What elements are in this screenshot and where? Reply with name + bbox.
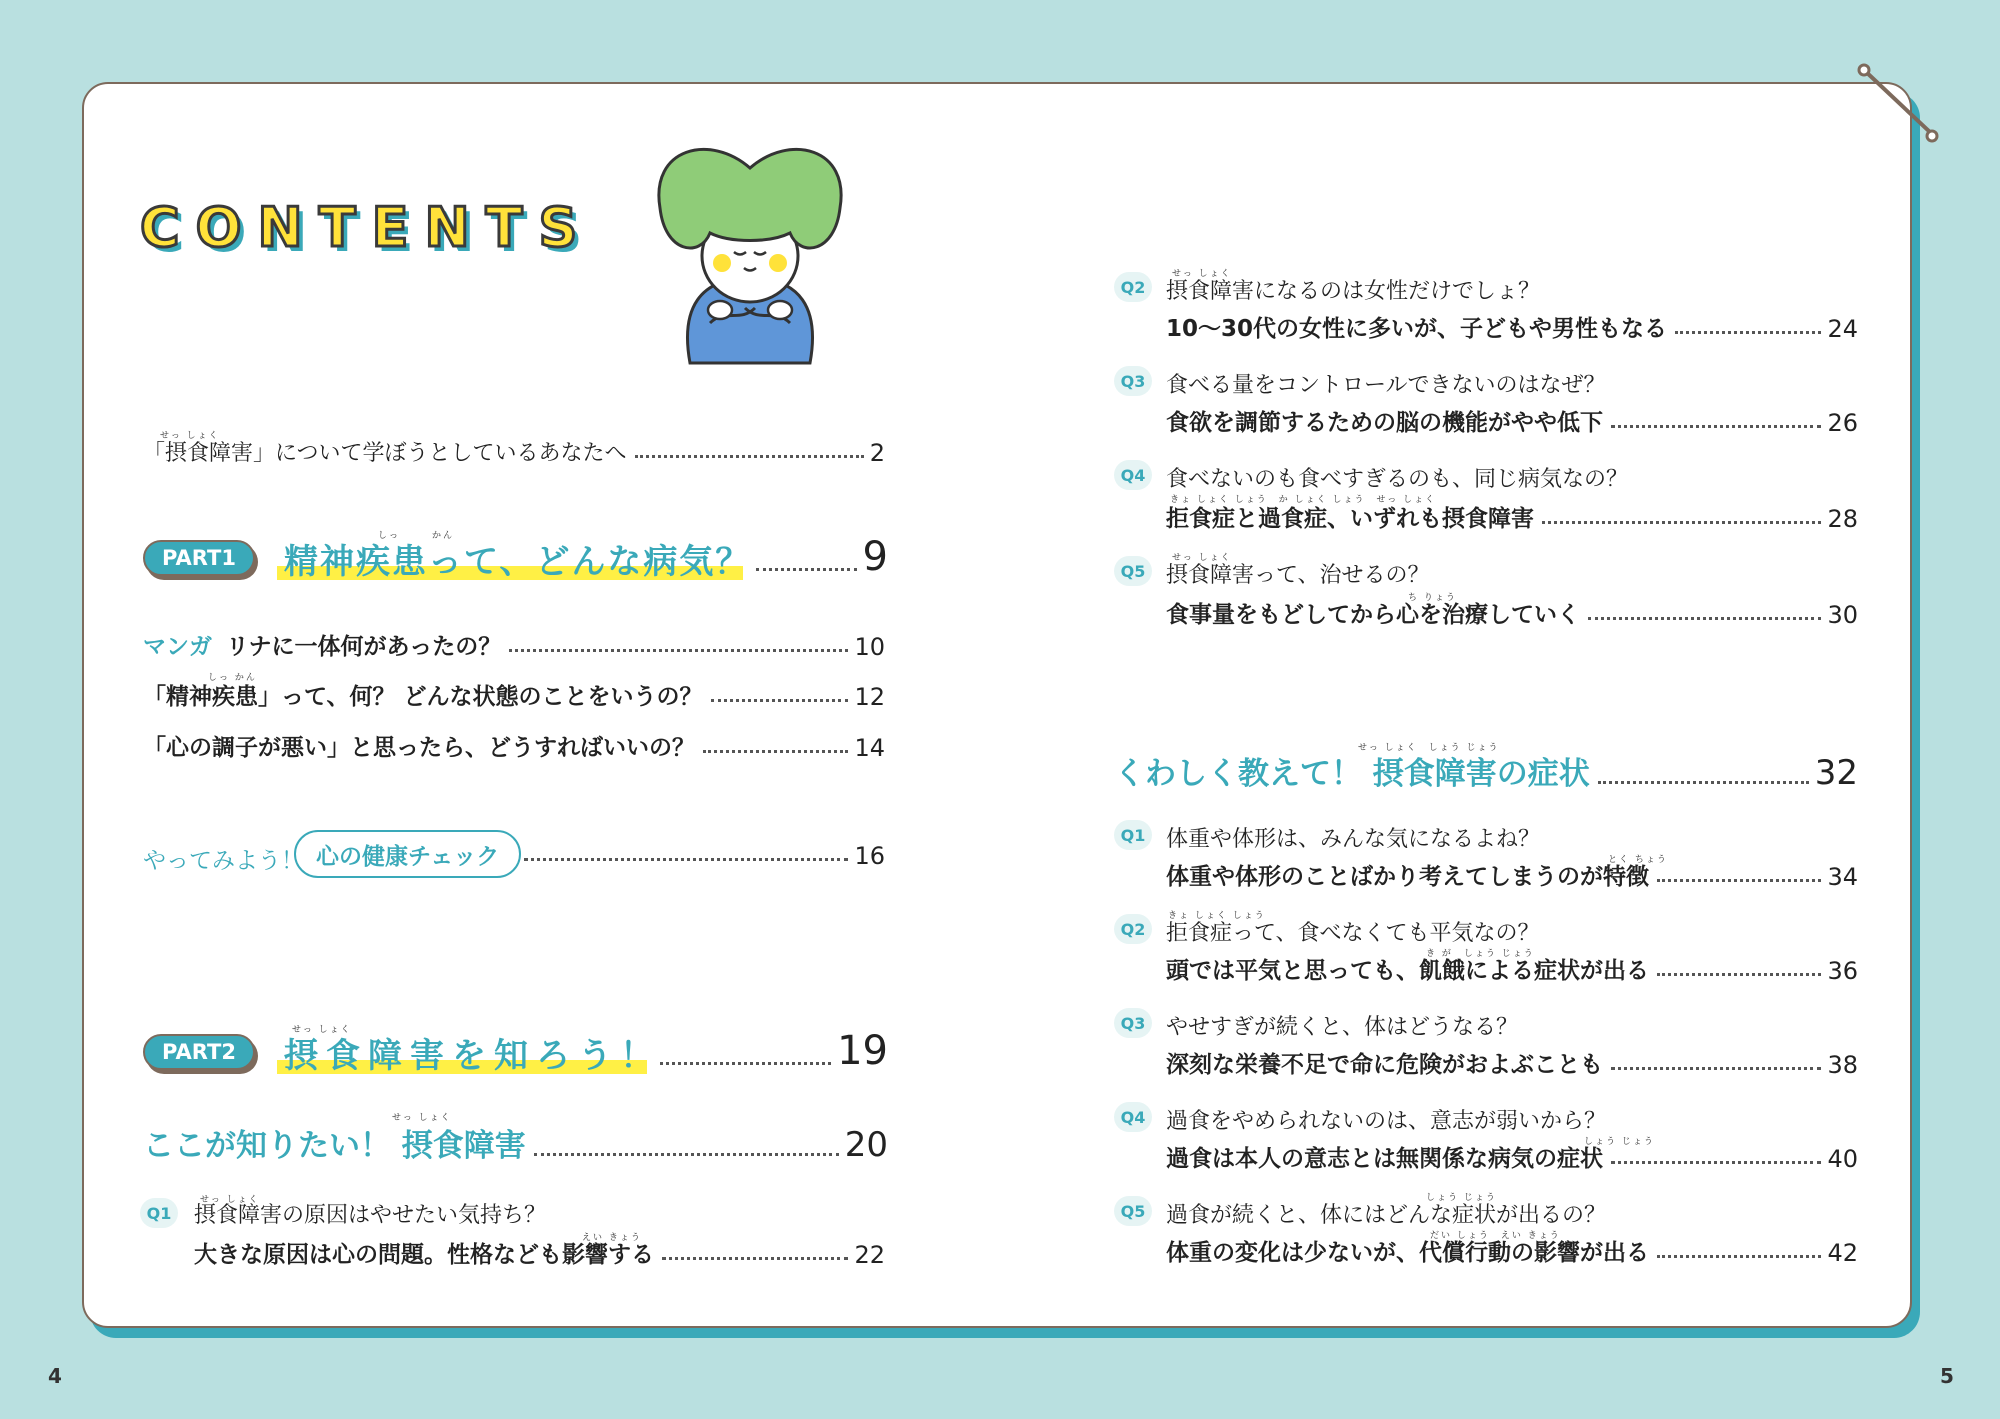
answer-text: 体重の変化は少ないが、代償行動の影響が出る [1166,1240,1649,1266]
q-badge: Q2 [1114,272,1152,302]
leader-dots [1588,617,1821,620]
section-ruby: せっ しょく [392,1113,452,1123]
question-text: 摂食障害の原因はやせたい気持ち？ [194,1203,547,1228]
answer-text: 頭では平気と思っても、飢餓による症状が出る [1166,958,1649,984]
question-text: 食べないのも食べすぎるのも、同じ病気なの？ [1166,467,1629,492]
manga-label: マンガ [143,634,212,660]
section-page: 20 [844,1125,888,1165]
right-page-number: 5 [1940,1364,1954,1388]
part1-page-row[interactable] [748,534,888,580]
toc-entry-intro[interactable] [143,436,885,467]
part2-page: 19 [837,1028,888,1074]
answer-text: 拒食症と過食症、いずれも摂食障害 [1166,506,1534,532]
leader-dots [703,750,848,753]
answer-ruby: えい きょう [582,1233,642,1243]
question-text: 摂食障害になるのは女性だけでしょ？ [1166,279,1541,304]
health-check-page-row[interactable] [516,842,885,870]
ring-clip-icon [1840,56,1950,152]
answer-ruby: ち りょう [1408,593,1457,603]
check-prefix: やってみよう！ [143,848,304,874]
toc-entry-s2-q2[interactable] [1166,952,1858,985]
leader-dots [660,1062,831,1065]
page-number: 10 [854,633,885,661]
toc-entry-q3-top[interactable] [1166,404,1858,437]
question-text: 過食が続くと、体にはどんな症状が出るの？ [1166,1203,1607,1228]
page-number: 14 [854,734,885,762]
leader-dots [1598,781,1809,784]
toc-entry-text: 「心の調子が悪い」と思ったら、どうすればいいの？ [143,735,695,761]
question-text: 拒食症って、食べなくても平気なの？ [1166,921,1540,946]
section2-page: 32 [1814,753,1858,793]
answer-text: 深刻な栄養不足で命に危険がおよぶことも [1166,1052,1603,1078]
page-number: 26 [1827,409,1858,437]
leader-dots [1675,331,1821,334]
section-symptoms[interactable] [1114,748,1858,793]
answer-text: 食欲を調節するための脳の機能がやや低下 [1166,410,1603,436]
question-text: 体重や体形は、みんな気になるよね？ [1166,827,1541,852]
page-number: 42 [1827,1239,1858,1267]
leader-dots [1542,521,1821,524]
leader-dots [1611,425,1821,428]
toc-entry-s2-q3[interactable] [1166,1046,1858,1079]
answer-text: 大きな原因は心の問題。性格なども影響する [194,1242,654,1268]
toc-entry-manga[interactable] [143,628,885,661]
answer-ruby: き が しょう じょう [1426,949,1535,959]
section-want-to-know[interactable] [143,1120,888,1165]
leader-dots [756,568,857,571]
question-ruby: せっ しょく [200,1195,260,1205]
q-badge: Q5 [1114,556,1152,586]
contents-title: CONTENTS [140,196,594,259]
q-badge: Q2 [1114,914,1152,944]
q-badge: Q3 [1114,1008,1152,1038]
part1-title-ruby-1: しっ [378,531,401,541]
page-number: 30 [1827,601,1858,629]
page-number: 38 [1827,1051,1858,1079]
toc-entry-q5-top[interactable] [1166,596,1858,629]
answer-text: 食事量をもどしてから心を治療していく [1166,602,1580,628]
answer-text: 体重や体形のことばかり考えてしまうのが特徴 [1166,864,1649,890]
toc-entry-q4-top[interactable] [1166,500,1858,533]
page-number: 16 [854,842,885,870]
toc-entry-s2-q5[interactable] [1166,1234,1858,1267]
toc-entry-mental-illness[interactable] [143,678,885,711]
toc-entry-text: リナに一体何があったの？ [226,634,502,660]
answer-text: 10〜30代の女性に多いが、子どもや男性もなる [1166,316,1668,342]
question-ruby: しょう じょう [1426,1193,1497,1203]
question-ruby: せっ しょく [1172,553,1232,563]
question-text: 食べる量をコントロールできないのはなぜ？ [1166,373,1606,398]
character-illustration [650,138,850,378]
part1-title-ruby-2: かん [432,531,455,541]
leader-dots [635,455,864,458]
page-number: 28 [1827,505,1858,533]
q-badge: Q1 [140,1198,178,1228]
leader-dots [1657,1255,1821,1258]
toc-entry-q2-top[interactable] [1166,310,1858,343]
leader-dots [1657,879,1821,882]
section2-ruby: せっ しょく しょう じょう [1358,743,1500,753]
toc-entry-text: 「摂食障害」について学ぼうとしているあなたへ [143,441,627,466]
part2-title-ruby: せっ しょく [292,1025,352,1035]
toc-entry-feeling-bad[interactable] [143,729,885,762]
left-page-number: 4 [48,1364,62,1388]
part1-page: 9 [862,534,888,580]
answer-ruby: とく ちょう [1608,855,1668,865]
page-number: 34 [1827,863,1858,891]
q-badge: Q4 [1114,460,1152,490]
page-number: 22 [854,1241,885,1269]
answer-text: 過食は本人の意志とは無関係な病気の症状 [1166,1146,1603,1172]
q-badge: Q3 [1114,366,1152,396]
question-text: やせすぎが続くと、体はどうなる？ [1166,1015,1519,1040]
page-number: 36 [1827,957,1858,985]
question-ruby: せっ しょく [1172,269,1232,279]
leader-dots [1657,973,1821,976]
q-badge: Q1 [1114,820,1152,850]
part2-title: 摂食障害を知ろう！ [284,1036,662,1076]
health-check-pill[interactable]: 心の健康チェック [294,830,521,878]
intro-ruby: せっ しょく [160,431,220,441]
page-number: 24 [1827,315,1858,343]
part1-title: 精神疾患って、どんな病気？ [284,542,752,582]
leader-dots [711,699,849,702]
question-text: 摂食障害って、治せるの？ [1166,563,1430,588]
part2-badge: PART2 [143,1034,255,1070]
answer-ruby: しょう じょう [1584,1137,1655,1147]
section2-title: くわしく教えて！ 摂食障害の症状 [1114,756,1590,792]
leader-dots [524,858,848,861]
answer-ruby: だい しょう えい きょう [1430,1231,1561,1241]
answer-ruby: きょ しょく しょう か しょく しょう せっ しょく [1170,495,1437,505]
question-ruby: きょ しょく しょう [1168,911,1266,921]
q-badge: Q4 [1114,1102,1152,1132]
part1-badge: PART1 [143,540,255,576]
leader-dots [662,1257,848,1260]
q-badge: Q5 [1114,1196,1152,1226]
toc-entry-s2-q1[interactable] [1166,858,1858,891]
page-number: 2 [869,439,885,467]
question-text: 過食をやめられないのは、意志が弱いから？ [1166,1109,1607,1134]
page-number: 40 [1827,1145,1858,1173]
leader-dots [1611,1067,1821,1070]
leader-dots [1611,1161,1821,1164]
page-number: 12 [854,683,885,711]
leader-dots [534,1153,839,1156]
item-ruby: しっ かん [208,673,257,683]
toc-entry-s2-q4[interactable] [1166,1140,1858,1173]
section-title: ここが知りたい！ 摂食障害 [143,1128,526,1164]
toc-entry-text: 「精神疾患」って、何？ どんな状態のことをいうの？ [143,684,703,710]
toc-entry-q1[interactable] [194,1236,885,1269]
leader-dots [509,649,848,652]
part2-page-row[interactable] [652,1028,888,1074]
